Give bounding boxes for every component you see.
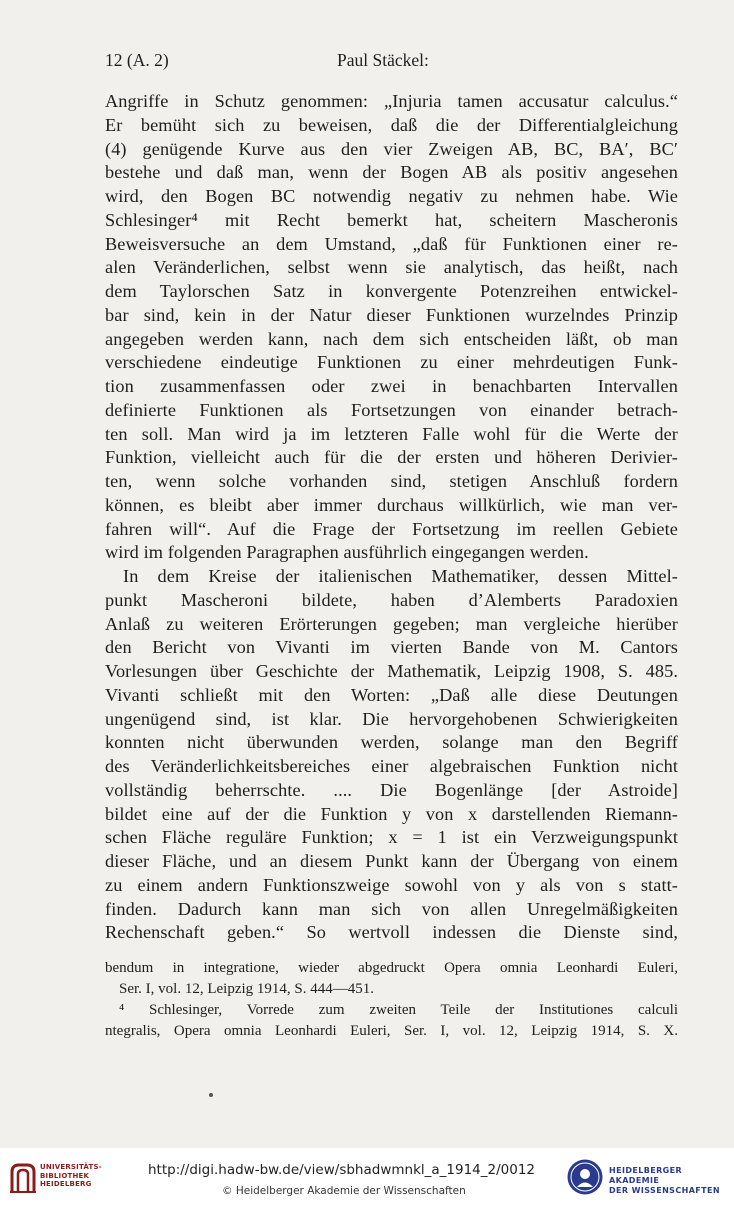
- running-header: [105, 50, 678, 72]
- text-line: können, es bleibt aber immer durchaus willkürlich, wie man ver-: [105, 494, 678, 515]
- text-line: In dem Kreise der italienischen Mathematiker, dessen Mittel-: [123, 566, 678, 586]
- text-line: Angriffe in Schutz genommen: „Injuria tamen accusatur calculus.“: [105, 91, 678, 111]
- text-line: (4) genügende Kurve aus den vier Zweigen AB, BC, BA′, BC′: [105, 138, 678, 159]
- academy-name: HEIDELBERGER AKADEMIE DER WISSENSCHAFTEN: [609, 1166, 720, 1195]
- text-line: bar sind, kein in der Natur dieser Funktionen wurzelndes Prinzip: [105, 304, 678, 325]
- text-line: Schlesinger⁴ mit Recht bemerkt hat, scheitern Mascheronis: [105, 209, 678, 230]
- text-line: dem Taylorschen Satz in konvergente Potenzreihen entwickel-: [105, 281, 678, 301]
- text-line: angegeben werden kann, nach dem sich entscheiden läßt, ob man: [105, 328, 678, 349]
- footnote-line: ntegralis, Opera omnia Leonhardi Euleri, Ser. I, vol. 12, Leipzig 1914, S. X.: [105, 1023, 678, 1039]
- text-line: Vivanti schließt mit den Worten: „Daß alle diese Deutungen: [105, 684, 678, 705]
- text-line: Rechenschaft geben.“ So wertvoll indessen die Dienste sind,: [105, 922, 678, 943]
- text-line: des Veränderlichkeitsbereiches einer algebraischen Funktion nicht: [105, 756, 678, 776]
- footnote-line: Ser. I, vol. 12, Leipzig 1914, S. 444—451.: [119, 981, 374, 997]
- text-line: bildet eine auf der die Funktion y von x darstellenden Riemann-: [105, 803, 678, 824]
- text-line: ten, wenn solche vorhanden sind, stetigen Anschluß fordern: [105, 471, 678, 491]
- university-library-name: UNIVERSITÄTS- BIBLIOTHEK HEIDELBERG: [40, 1163, 102, 1188]
- digitization-footer: [0, 1148, 734, 1205]
- text-line: finden. Dadurch kann man sich von allen Unregelmäßigkeiten: [105, 898, 678, 919]
- text-line: Vorlesungen über Geschichte der Mathematik, Leipzig 1908, S. 485.: [105, 661, 678, 681]
- source-url-link[interactable]: http://digi.hadw-bw.de/view/sbhadwmnkl_a_1914_2/0012: [148, 1162, 536, 1178]
- text-line: fahren will“. Auf die Frage der Fortsetzung im reellen Gebiete: [105, 518, 678, 539]
- text-line: ungenügend sind, ist klar. Die hervorgehobenen Schwierigkeiten: [105, 708, 678, 729]
- university-library-logo-icon: [8, 1162, 38, 1194]
- text-line: Er bemüht sich zu beweisen, daß die der Differentialgleichung: [105, 114, 678, 135]
- text-line: alen Veränderlichen, selbst wenn sie analytisch, das heißt, nach: [105, 257, 678, 278]
- text-line: vollständig beherrschte. .... Die Bogenlänge [der Astroide]: [105, 779, 678, 800]
- body-text: [105, 90, 678, 945]
- text-line: dieser Fläche, und an diesem Punkt kann der Übergang von einem: [105, 851, 678, 871]
- text-line: bestehe und daß man, wenn der Bogen AB als positiv angesehen: [105, 162, 678, 183]
- text-line: schen Fläche reguläre Funktion; x = 1 ist ein Verzweigungspunkt: [105, 827, 678, 848]
- text-line: konnten nicht überwunden werden, solange man den Begriff: [105, 732, 678, 753]
- footnote-line: bendum in integratione, wieder abgedruckt Opera omnia Leonhardi Euleri,: [105, 960, 678, 976]
- text-line: ten soll. Man wird ja im letzteren Falle wohl für die Werte der: [105, 423, 678, 444]
- page-number: 12 (A. 2): [105, 50, 169, 70]
- text-line: zu einem andern Funktionszweige sowohl von y als von s statt-: [105, 874, 678, 895]
- text-line: wird im folgenden Paragraphen ausführlich eingegangen werden.: [105, 542, 589, 563]
- text-line: verschiedene eindeutige Funktionen zu einer mehrdeutigen Funk-: [105, 352, 678, 373]
- text-line: Anlaß zu weiteren Erörterungen gegeben; man vergleiche hierüber: [105, 613, 678, 634]
- text-line: Beweisversuche an dem Umstand, „daß für Funktionen einer re-: [105, 233, 678, 254]
- footnote-line: ⁴ Schlesinger, Vorrede zum zweiten Teile der Institutiones calculi: [119, 1002, 678, 1018]
- speck-mark: [209, 1093, 213, 1097]
- text-line: wird, den Bogen BC notwendig negativ zu nehmen habe. Wie: [105, 186, 678, 206]
- text-line: den Bericht von Vivanti im vierten Bande von M. Cantors: [105, 637, 678, 658]
- text-line: punkt Mascheroni bildete, haben d’Alemberts Paradoxien: [105, 589, 678, 610]
- footnotes: [105, 958, 678, 1042]
- running-title: Paul Stäckel:: [337, 50, 429, 70]
- text-line: tion zusammenfassen oder zwei in benachbarten Intervallen: [105, 376, 678, 396]
- text-line: definierte Funktionen als Fortsetzungen von einander betrach-: [105, 399, 678, 420]
- text-line: Funktion, vielleicht auch für die der ersten und höheren Derivier-: [105, 447, 678, 468]
- academy-seal-icon: [566, 1158, 604, 1196]
- copyright-notice: © Heidelberger Akademie der Wissenschaften: [222, 1185, 466, 1197]
